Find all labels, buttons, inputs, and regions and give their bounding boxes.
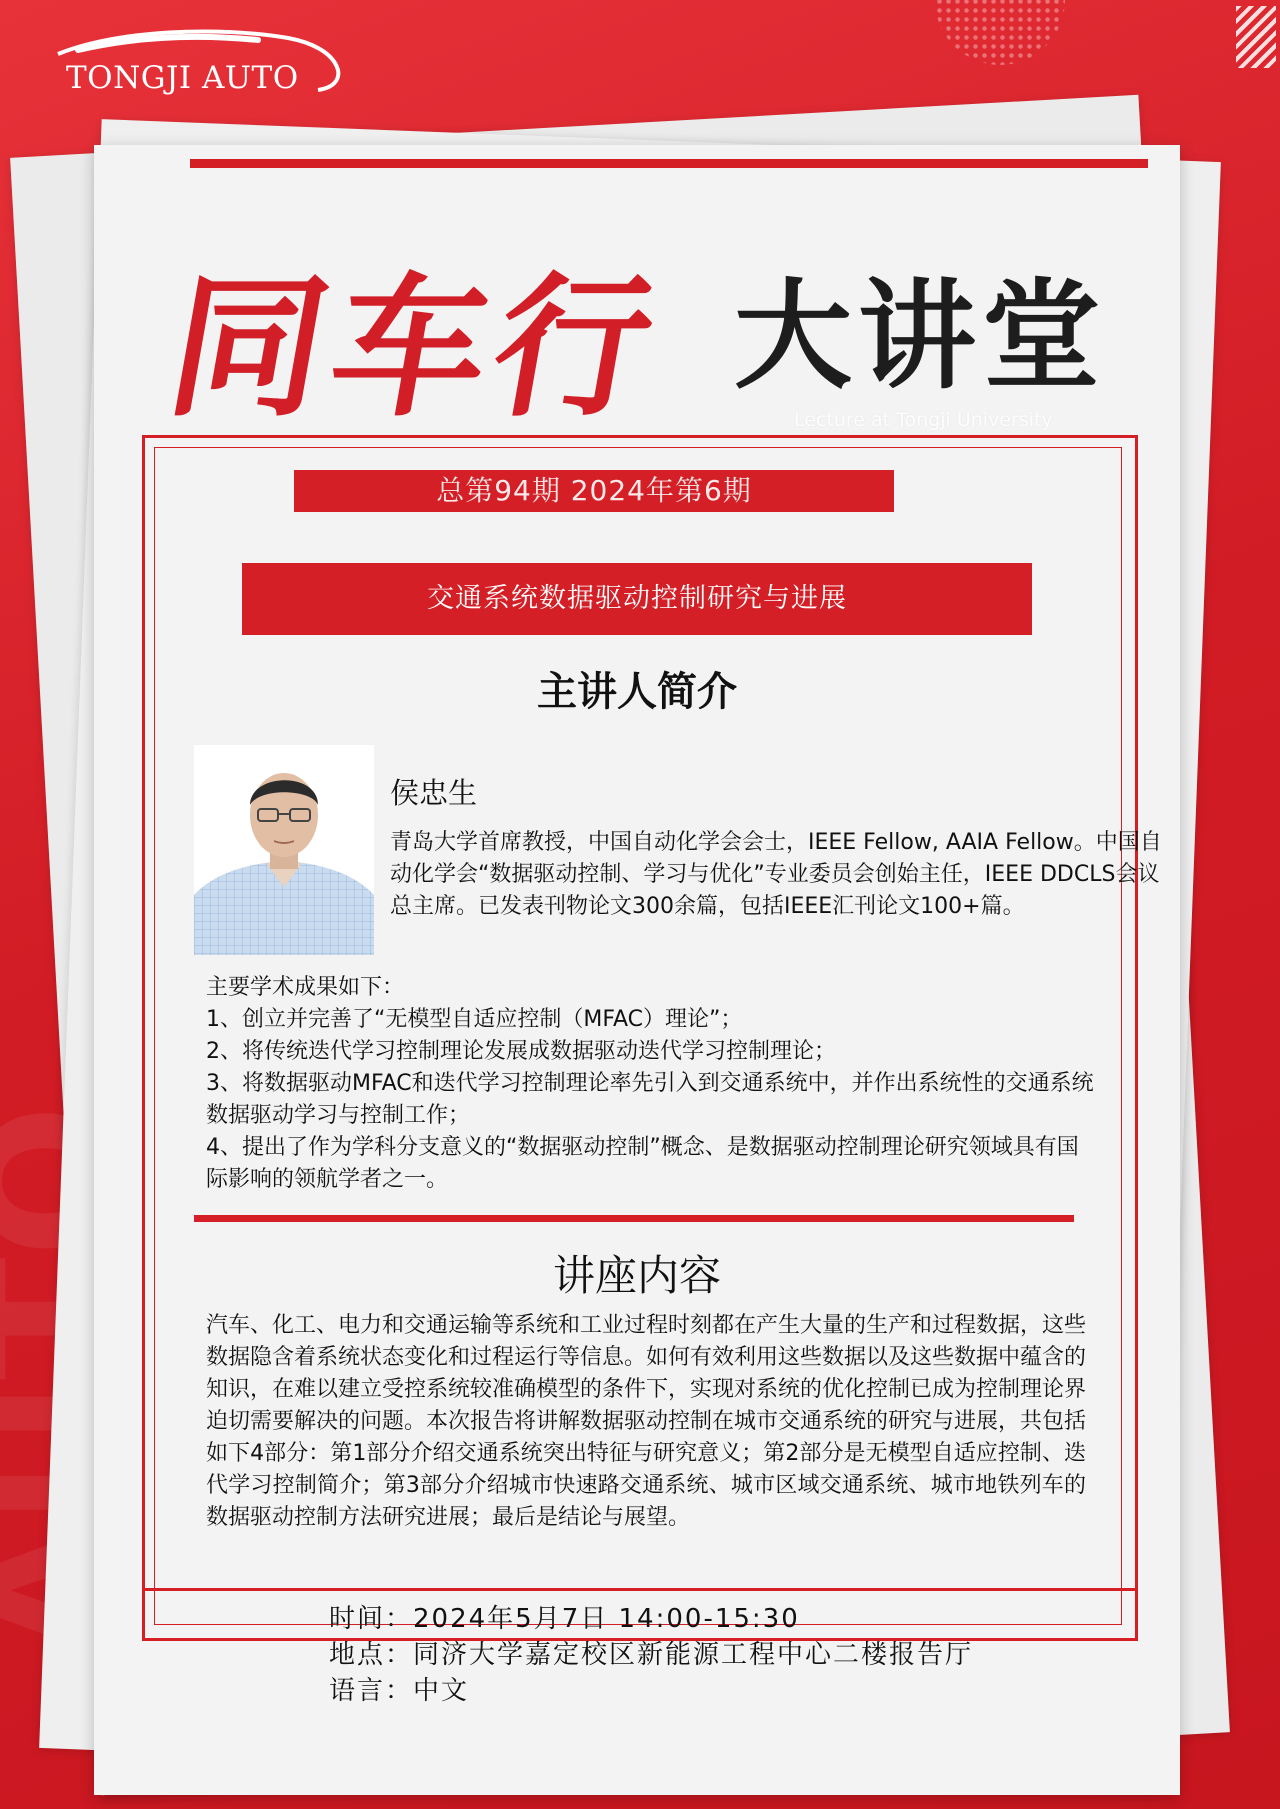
section-divider xyxy=(194,1215,1074,1222)
poster-sheet xyxy=(94,145,1180,1795)
tongji-auto-logo xyxy=(48,22,348,102)
issue-banner: 总第94期 2024年第6期 xyxy=(294,470,894,512)
speaker-bio: 青岛大学首席教授，中国自动化学会会士，IEEE Fellow, AAIA Fellow。中国自动化学会“数据驱动控制、学习与优化”专业委员会创始主任，IEEE DDCLS会议总主席。已发表刊物论文300余篇，包括IEEE汇刊论文100+篇。 xyxy=(390,830,1162,919)
achievement-item: 2、将传统迭代学习控制理论发展成数据驱动迭代学习控制理论； xyxy=(206,1039,836,1064)
speaker-photo xyxy=(194,745,374,955)
achievement-item: 3、将数据驱动MFAC和迭代学习控制理论率先引入到交通系统中，并作出系统性的交通系统数据驱动学习与控制工作； xyxy=(206,1071,1094,1128)
achievement-item: 4、提出了作为学科分支意义的“数据驱动控制”概念、是数据驱动控制理论研究领域具有国际影响的领航学者之一。 xyxy=(206,1135,1079,1192)
event-language: 语言：中文 xyxy=(329,1676,470,1706)
achievements-list xyxy=(206,972,1096,1196)
event-time: 时间：2024年5月7日 14:00-15:30 xyxy=(329,1604,800,1634)
info-divider xyxy=(142,1588,1138,1591)
achievements-intro: 主要学术成果如下： xyxy=(206,975,405,1000)
speaker-name: 侯忠生 xyxy=(390,776,478,810)
achievement-item: 1、创立并完善了“无模型自适应控制（MFAC）理论”； xyxy=(206,1007,743,1032)
title-red: 同车行 xyxy=(155,257,674,438)
lecture-topic: 交通系统数据驱动控制研究与进展 xyxy=(242,563,1032,635)
event-info xyxy=(329,1601,973,1709)
top-rule xyxy=(190,159,1148,168)
subtitle-english: Lecture at Tongji University xyxy=(794,409,1053,431)
event-location: 地点：同济大学嘉定校区新能源工程中心二楼报告厅 xyxy=(329,1640,974,1670)
logo-text: TONGJI AUTO xyxy=(66,60,299,96)
lecture-section-title: 讲座内容 xyxy=(552,1251,721,1300)
speaker-section-title: 主讲人简介 xyxy=(537,669,737,715)
title-black: 大讲堂 xyxy=(734,266,1107,405)
lecture-description: 汽车、化工、电力和交通运输等系统和工业过程时刻都在产生大量的生产和过程数据，这些数据隐含着系统状态变化和过程运行等信息。如何有效利用这些数据以及这些数据中蕴含的知识，在难以建立受控系统较准确模型的条件下，实现对系统的优化控制已成为控制理论界迫切需要解决的问题。本次报告将讲解数据驱动控制在城市交通系统的研究与进展，共包括如下4部分：第1部分介绍交通系统突出特征与研究意义；第2部分是无模型自适应控制、迭代学习控制简介；第3部分介绍城市快速路交通系统、城市区域交通系统、城市地铁列车的数据驱动控制方法研究进展；最后是结论与展望。 xyxy=(206,1313,1087,1530)
stripe-decoration xyxy=(1236,6,1276,68)
speaker-portrait-icon xyxy=(194,745,374,955)
